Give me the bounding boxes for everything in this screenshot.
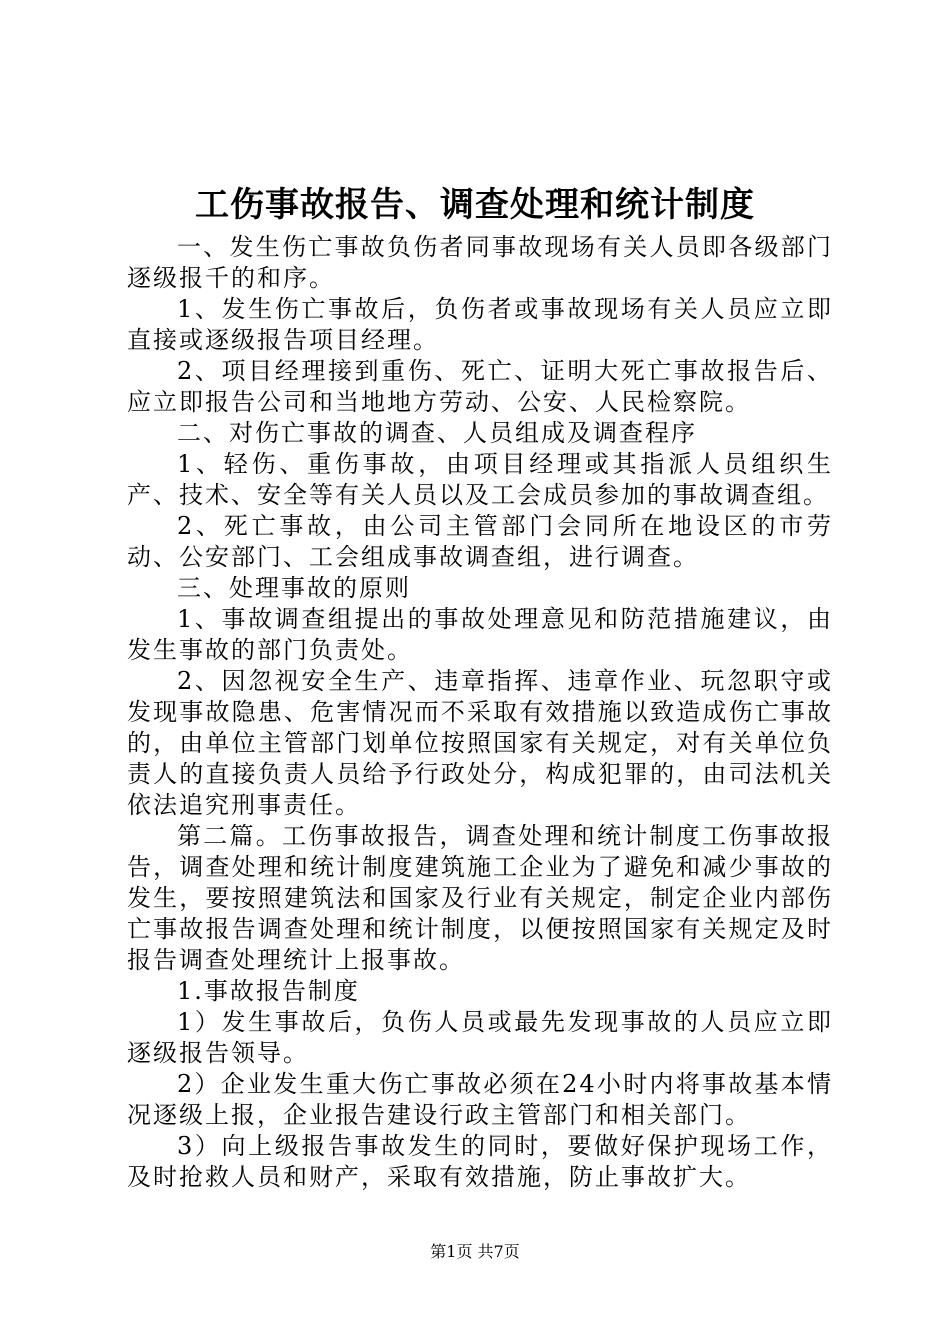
paragraph: 1、发生伤亡事故后，负伤者或事故现场有关人员应立即直接或逐级报告项目经理。 <box>127 295 833 354</box>
document-body <box>127 232 833 1193</box>
paragraph: 第二篇。工伤事故报告，调查处理和统计制度工伤事故报告，调查处理和统计制度建筑施工企业为了避免和减少事故的发生，要按照建筑法和国家及行业有关规定，制定企业内部伤亡事故报告调查处理和统计制度，以便按照国家有关规定及时报告调查处理统计上报事故。 <box>127 822 833 974</box>
paragraph: 2、因忽视安全生产、违章指挥、违章作业、玩忽职守或发现事故隐患、危害情况而不采取有效措施以致造成伤亡事故的，由单位主管部门划单位按照国家有关规定，对有关单位负责人的直接负责人员给予行政处分，构成犯罪的，由司法机关依法追究刑事责任。 <box>127 667 833 819</box>
paragraph: 2、死亡事故，由公司主管部门会同所在地设区的市劳动、公安部门、工会组成事故调查组，进行调查。 <box>127 512 833 571</box>
paragraph: 1、轻伤、重伤事故，由项目经理或其指派人员组织生产、技术、安全等有关人员以及工会成员参加的事故调查组。 <box>127 450 833 509</box>
document-title: 工伤事故报告、调查处理和统计制度 <box>195 185 755 225</box>
paragraph: 1）发生事故后，负伤人员或最先发现事故的人员应立即逐级报告领导。 <box>127 1008 833 1067</box>
section-heading-1: 一、发生伤亡事故负伤者同事故现场有关人员即各级部门逐级报千的和序。 <box>127 233 833 292</box>
page-number-footer: 第1页 共7页 <box>430 1242 520 1261</box>
paragraph: 2、项目经理接到重伤、死亡、证明大死亡事故报告后、应立即报告公司和当地地方劳动、公安、人民检察院。 <box>127 357 833 416</box>
paragraph: 2）企业发生重大伤亡事故必须在24小时内将事故基本情况逐级上报，企业报告建设行政主管部门和相关部门。 <box>127 1070 833 1129</box>
section-heading-2: 二、对伤亡事故的调查、人员组成及调查程序 <box>177 419 697 447</box>
subsection-heading: 1.事故报告制度 <box>177 977 360 1005</box>
paragraph: 3）向上级报告事故发生的同时，要做好保护现场工作，及时抢救人员和财产，采取有效措施，防止事故扩大。 <box>127 1132 833 1191</box>
paragraph: 1、事故调查组提出的事故处理意见和防范措施建议，由发生事故的部门负责处。 <box>127 605 833 664</box>
section-heading-3: 三、处理事故的原则 <box>177 574 411 602</box>
